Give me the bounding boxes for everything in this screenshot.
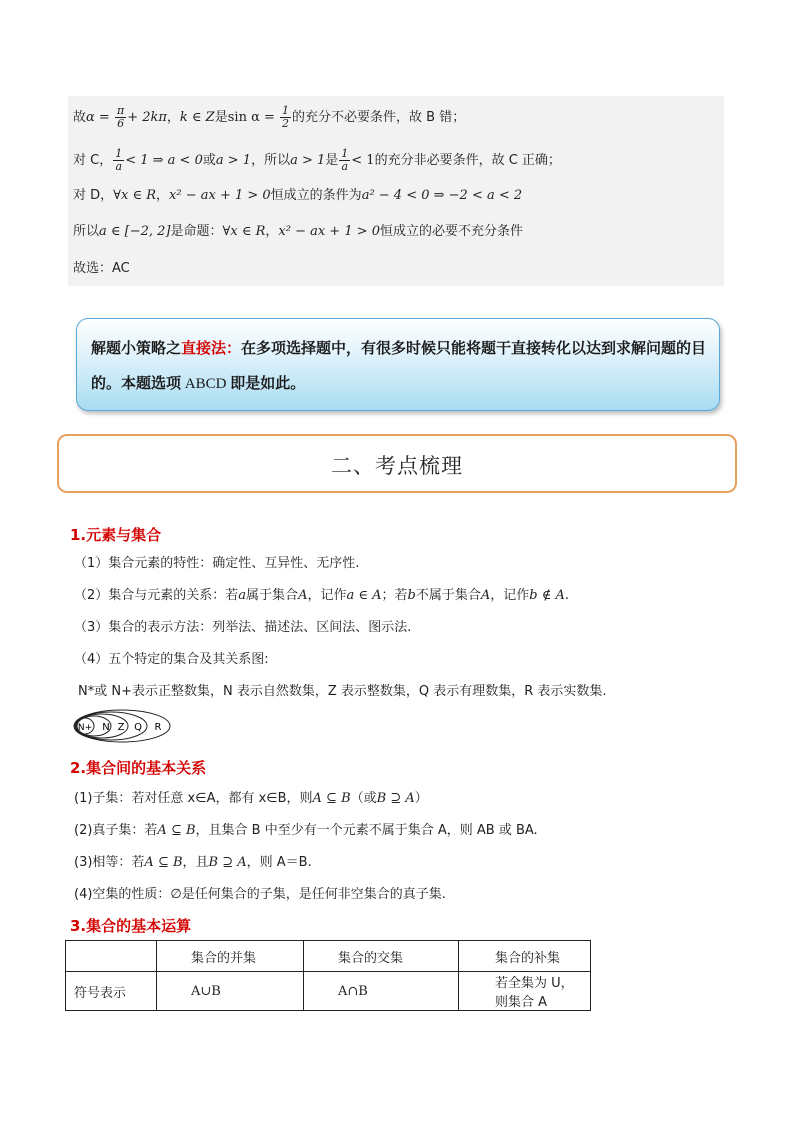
- heading-basic-operations: 3.集合的基本运算: [70, 917, 192, 935]
- venn-label-z: Z: [117, 722, 125, 733]
- solution-line-1: 故α = $\frac{\pi}{6}$ + 2kπ，k ∈ Z是sin α = $\frac{1}{2}$ 的充分不必要条件，故 B 错；: [73, 104, 466, 130]
- solution-line-2: 对 C， $\frac{1}{a}$ < 1 ⇒ a < 0或a > 1，所以a > 1是 $\frac{1}{a}$ < 1的充分非必要条件，故 C 正确；: [73, 147, 561, 173]
- venn-label-r: R: [154, 722, 162, 733]
- fraction-pi-over-6: $\frac{\pi}{6}$: [116, 104, 125, 130]
- item-number-sets: N*或 N+表示正整数集，N 表示自然数集，Z 表示整数集，Q 表示有理数集，R 表示实数集.: [78, 684, 607, 699]
- table-row: [66, 972, 591, 1011]
- venn-label-n: N: [102, 722, 110, 733]
- item-proper-subset: (2)真子集：若A ⊆ B，且集合 B 中至少有一个元素不属于集合 A，则 AB 或 BA.: [74, 823, 538, 838]
- table-cell: 集合的并集: [157, 941, 304, 972]
- table-cell: 若全集为 U，则集合 A: [459, 972, 591, 1011]
- item-equality: (3)相等：若A ⊆ B，且B ⊇ A，则 A＝B.: [74, 855, 312, 870]
- section-title: 二、考点梳理: [331, 454, 463, 478]
- solution-line-4: 所以a ∈ [−2, 2]是命题：∀x ∈ R，x² − ax + 1 > 0恒成立的必要不充分条件: [73, 224, 524, 239]
- heading-basic-relations: 2.集合间的基本关系: [70, 759, 207, 777]
- set-operations-table: [65, 940, 591, 1011]
- fraction-one-over-a: $\frac{1}{a}$: [341, 147, 349, 173]
- solution-block: [68, 96, 724, 286]
- solution-answer: 故选：AC: [73, 261, 130, 276]
- table-header-row: [66, 941, 591, 972]
- heading-elements-and-sets: 1.元素与集合: [70, 526, 162, 544]
- table-cell: 符号表示: [66, 972, 157, 1011]
- item-subset: (1)子集：若对任意 x∈A，都有 x∈B，则A ⊆ B（或B ⊇ A）: [74, 791, 428, 806]
- item-empty-set: (4)空集的性质：∅是任何集合的子集，是任何非空集合的真子集.: [74, 887, 446, 902]
- strategy-text: 解题小策略之直接法：在多项选择题中，有很多时候只能将题干直接转化以达到求解问题的目的。本题选项 ABCD 即是如此。: [91, 339, 707, 392]
- table-cell: A∩B: [304, 972, 459, 1011]
- venn-label-q: Q: [134, 722, 142, 733]
- number-sets-venn-diagram: [72, 708, 172, 744]
- section-header: [57, 434, 737, 493]
- fraction-one-over-a: $\frac{1}{a}$: [115, 147, 123, 173]
- table-cell: 集合的补集: [459, 941, 591, 972]
- item-set-representation: （3）集合的表示方法：列举法、描述法、区间法、图示法.: [74, 620, 412, 635]
- solution-line-3: 对 D，∀x ∈ R，x² − ax + 1 > 0恒成立的条件为a² − 4 < 0 ⇒ −2 < a < 2: [73, 188, 523, 203]
- table-cell: [66, 941, 157, 972]
- item-special-sets: （4）五个特定的集合及其关系图:: [74, 652, 269, 667]
- table-cell: A∪B: [157, 972, 304, 1011]
- table-cell: 集合的交集: [304, 941, 459, 972]
- fraction-one-half: $\frac{1}{2}$: [282, 104, 290, 130]
- item-set-element-relation: （2）集合与元素的关系：若a属于集合A，记作a ∈ A；若b不属于集合A，记作b ∉ A.: [74, 588, 570, 603]
- item-set-properties: （1）集合元素的特性：确定性、互异性、无序性.: [74, 556, 360, 571]
- venn-label-nplus: N+: [77, 723, 93, 733]
- strategy-callout: [76, 318, 720, 411]
